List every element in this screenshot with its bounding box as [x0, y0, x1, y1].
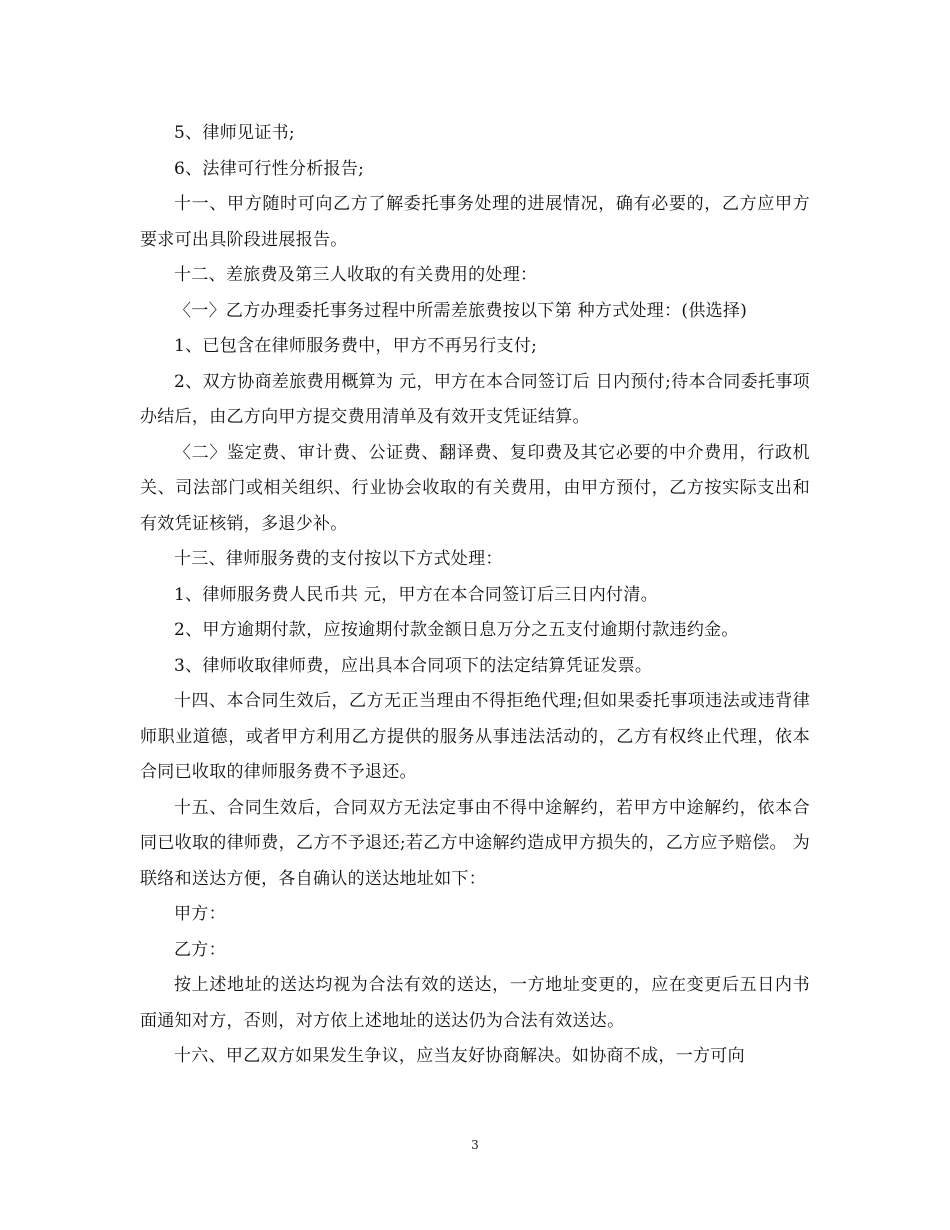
paragraph-clause-12-sub-1: 〈一〉乙方办理委托事务过程中所需差旅费按以下第 种方式处理：(供选择) — [174, 300, 748, 321]
paragraph-item-5: 5、律师见证书; — [174, 123, 295, 143]
paragraph-clause-12-sub-2: 〈二〉鉴定费、审计费、公证费、翻译费、复印费及其它必要的中介费用，行政机关、司法部门或相关组织、行业协会收取的有关费用，由甲方预付，乙方按实际支出和有效凭证核销，多退少补。 — [140, 442, 810, 534]
paragraph-clause-14: 十四、本合同生效后，乙方无正当理由不得拒绝代理;但如果委托事项违法或违背律师职业道德，或者甲方利用乙方提供的服务从事违法活动的，乙方有权终止代理，依本合同已收取的律师服务费不予退还。 — [140, 691, 810, 782]
paragraph-clause-13-heading: 十三、律师服务费的支付按以下方式处理： — [174, 549, 503, 569]
paragraph-clause-15: 十五、合同生效后，合同双方无法定事由不得中途解约，若甲方中途解约，依本合同已收取的律师费，乙方不予退还;若乙方中途解约造成甲方损失的，乙方应予赔偿。 为联络和送达方便，各自确认的送达地址如下： — [140, 797, 810, 889]
paragraph-clause-13-item-2: 2、甲方逾期付款，应按逾期付款金额日息万分之五支付逾期付款违约金。 — [174, 620, 739, 640]
paragraph-clause-13-item-1: 1、律师服务费人民币共 元，甲方在本合同签订后三日内付清。 — [174, 584, 658, 605]
paragraph-clause-12-option-2: 2、双方协商差旅费用概算为 元，甲方在本合同签订后 日内预付;待本合同委托事项办结后，由乙方向甲方提交费用清单及有效开支凭证结算。 — [140, 371, 810, 427]
paragraph-clause-16: 十六、甲乙双方如果发生争议，应当友好协商解决。如协商不成，一方可向 — [174, 1046, 745, 1066]
paragraph-clause-11: 十一、甲方随时可向乙方了解委托事务处理的进展情况，确有必要的，乙方应甲方要求可出具阶段进展报告。 — [140, 194, 810, 250]
document-body — [140, 116, 810, 1075]
page-number: 3 — [471, 1138, 479, 1152]
paragraph-party-b-address: 乙方： — [174, 939, 226, 960]
paragraph-service-notice: 按上述地址的送达均视为合法有效的送达，一方地址变更的，应在变更后五日内书面通知对方，否则，对方依上述地址的送达仍为合法有效送达。 — [140, 975, 810, 1031]
paragraph-clause-13-item-3: 3、律师收取律师费，应出具本合同项下的法定结算凭证发票。 — [174, 655, 653, 676]
paragraph-item-6: 6、法律可行性分析报告; — [174, 158, 365, 179]
paragraph-clause-12-heading: 十二、差旅费及第三人收取的有关费用的处理： — [174, 265, 538, 285]
paragraph-party-a-address: 甲方： — [174, 904, 226, 924]
paragraph-clause-12-option-1: 1、已包含在律师服务费中，甲方不再另行支付; — [174, 336, 538, 356]
